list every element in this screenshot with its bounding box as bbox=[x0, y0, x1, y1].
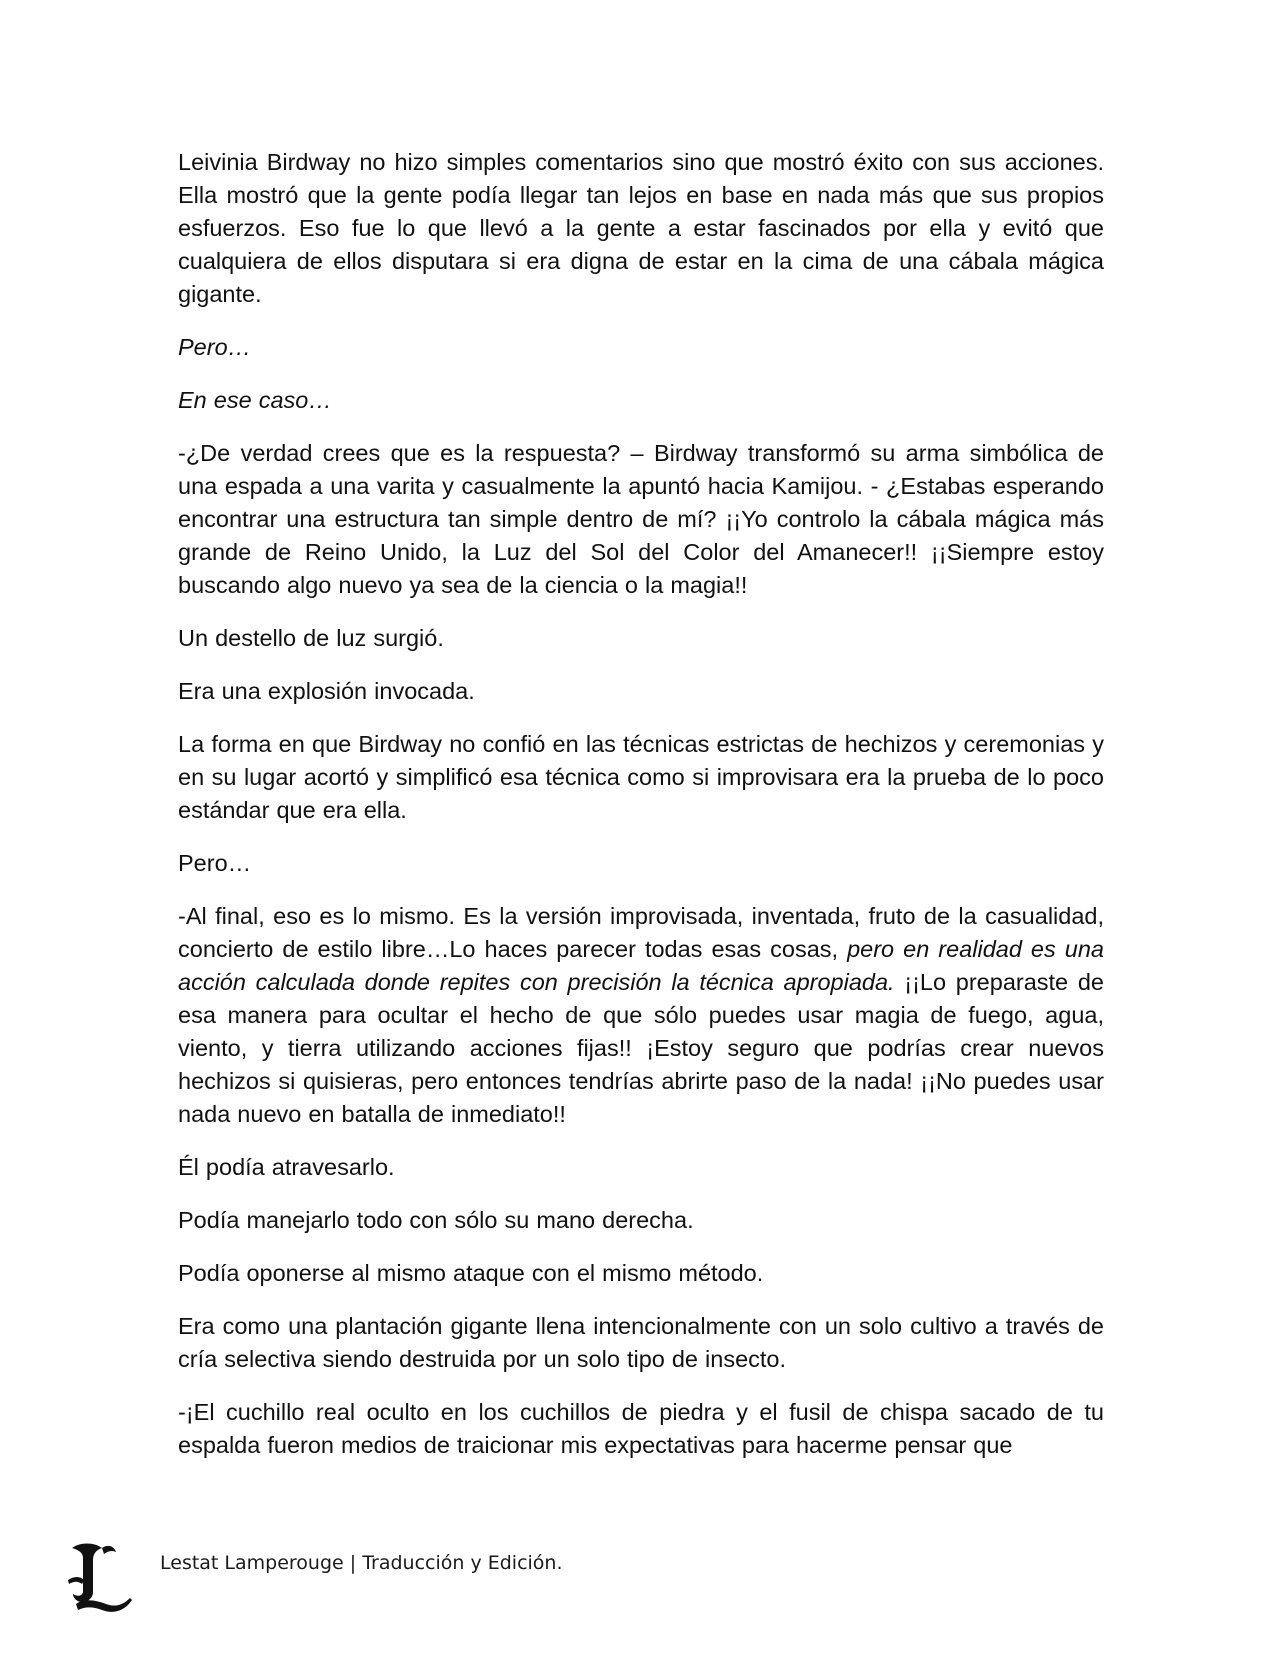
paragraph: -¡El cuchillo real oculto en los cuchillos de piedra y el fusil de chispa sacado de tu espalda fueron medios de traicionar mis expectativas para hacerme pensar que bbox=[178, 1399, 1104, 1458]
paragraph: Él podía atravesarlo. bbox=[178, 1154, 395, 1180]
paragraph: Pero… bbox=[178, 850, 252, 876]
paragraph: Era una explosión invocada. bbox=[178, 678, 475, 704]
paragraph-italic: Pero… bbox=[178, 334, 252, 360]
paragraph-text: ¡¡Lo preparaste de esa manera para ocultar el hecho de que sólo puedes usar magia de fuego, agua, viento, y tierra utilizando acciones fijas!! ¡Estoy seguro que podrías crear nuevos hechizos si quisieras, pero entonces tendrías abrirte paso de la nada! ¡¡No puedes usar nada nuevo en batalla de inmediato!! bbox=[178, 969, 1104, 1127]
document-body bbox=[178, 146, 1104, 1482]
paragraph: Podía manejarlo todo con sólo su mano derecha. bbox=[178, 1207, 694, 1233]
page-footer bbox=[66, 1540, 1166, 1620]
paragraph: La forma en que Birdway no confió en las técnicas estrictas de hechizos y ceremonias y en su lugar acortó y simplificó esa técnica como si improvisara era la prueba de lo poco estándar que era ella. bbox=[178, 731, 1104, 823]
footer-credit: Lestat Lamperouge | Traducción y Edición. bbox=[160, 1552, 563, 1574]
paragraph-emphasis: pero en realidad es una acción calculada donde repites con precisión la técnica apropiada. bbox=[178, 936, 1104, 995]
paragraph-italic: En ese caso… bbox=[178, 387, 332, 413]
paragraph-mixed bbox=[178, 900, 1104, 1131]
paragraph-text: -Al final, eso es lo mismo. Es la versión improvisada, inventada, fruto de la casualidad, concierto de estilo libre…Lo haces parecer todas esas cosas, bbox=[178, 903, 1104, 962]
paragraph: Era como una plantación gigante llena intencionalmente con un solo cultivo a través de cría selectiva siendo destruida por un solo tipo de insecto. bbox=[178, 1313, 1104, 1372]
paragraph: Un destello de luz surgió. bbox=[178, 625, 444, 651]
paragraph: Leivinia Birdway no hizo simples comentarios sino que mostró éxito con sus acciones. Ella mostró que la gente podía llegar tan lejos en base en nada más que sus propios esfuerzos. Eso fue lo que llevó a la gente a estar fascinados por ella y evitó que cualquiera de ellos disputara si era digna de estar en la cima de una cábala mágica gigante. bbox=[178, 149, 1104, 307]
paragraph: -¿De verdad crees que es la respuesta? – Birdway transformó su arma simbólica de una espada a una varita y casualmente la apuntó hacia Kamijou. - ¿Estabas esperando encontrar una estructura tan simple dentro de mí? ¡¡Yo controlo la cábala mágica más grande de Reino Unido, la Luz del Sol del Color del Amanecer!! ¡¡Siempre estoy buscando algo nuevo ya sea de la ciencia o la magia!! bbox=[178, 440, 1104, 598]
gothic-l-logo-icon bbox=[66, 1540, 136, 1614]
paragraph: Podía oponerse al mismo ataque con el mismo método. bbox=[178, 1260, 764, 1286]
